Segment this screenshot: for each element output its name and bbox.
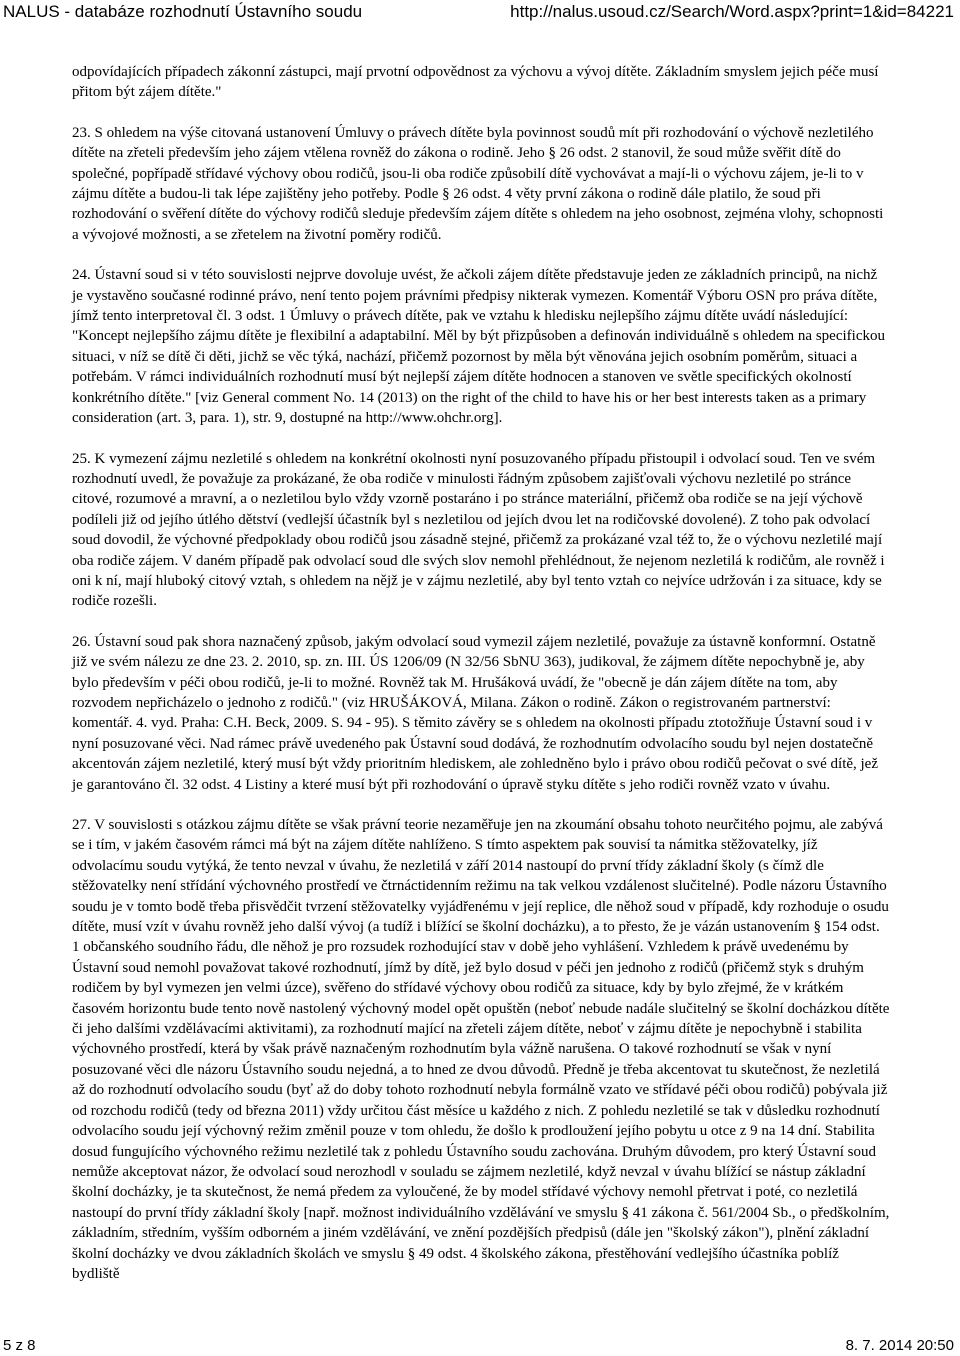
page-url: http://nalus.usoud.cz/Search/Word.aspx?print=1&id=84221 [510,2,954,21]
paragraph-24: 24. Ústavní soud si v této souvislosti nejprve dovoluje uvést, že ačkoli zájem dítěte představuje jeden ze základních principů, na nichž je vystavěno současné rodinné právo, není tento pojem právními předpisy nikterak vymezen. Komentář Výboru OSN pro práva dítěte, jímž tento interpretoval čl. 3 odst. 1 Úmluvy o právech dítěte, pak ve vztahu k hledisku nejlepšího zájmu dítěte uvádí následující: "Koncept nejlepšího zájmu dítěte je flexibilní a adaptabilní. Měl by být přizpůsoben a definován individuálně s ohledem na specifickou situaci, v níž se dítě či děti, jichž se věc týká, nachází, přičemž pozornost by měla být věnována jejich osobním poměrům, situaci a potřebám. V rámci individuálních rozhodnutí musí být nejlepší zájem dítěte hodnocen a stanoven ve světle specifických okolností konkrétního dítěte." [viz General comment No. 14 (2013) on the right of the child to have his or her best interests taken as a primary consideration (art. 3, para. 1), str. 9, dostupné na http://www.ohchr.org]. [72,267,885,427]
print-header [0,0,960,26]
paragraph-27: 27. V souvislosti s otázkou zájmu dítěte se však právní teorie nezaměřuje jen na zkoumání obsahu tohoto neurčitého pojmu, ale zabývá se i tím, v jakém časovém rámci má být na zájem dítěte nahlíženo. S tímto aspektem pak souvisí ta námitka stěžovatelky, jíž odvolacímu soudu vytýká, že tento nevzal v úvahu, že nezletilá v září 2014 nastoupí do první třídy základní školy (s čímž dle stěžovatelky není střídání výchovného prostředí ve čtrnáctidenním režimu na tak velkou vzdálenost slučitelné). Podle názoru Ústavního soudu je v tomto bodě třeba přisvědčit tvrzení stěžovatelky vyjádřenému v její replice, dle něhož soud v případě, kdy rozhoduje o osudu dítěte, musí vzít v úvahu rovněž jeho další vývoj (a tudíž i blížící se školní docházku), a to přesto, že je vázán ustanovením § 154 odst. 1 občanského soudního řádu, dle něhož je pro rozsudek rozhodující stav v době jeho vyhlášení. Vzhledem k právě uvedenému by Ústavní soud nemohl považovat takové rozhodnutí, jímž by dítě, jež bylo dosud v péči jen jednoho z rodičů (přičemž styk s druhým rodičem by byl vymezen jen velmi úzce), svěřeno do střídavé výchovy obou rodičů za situace, kdy by bylo zřejmé, že v krátkém časovém horizontu bude tento nově nastolený výchovný model opět opuštěn (neboť nebude nadále slučitelný se školní docházkou dítěte či jeho dalšími vzdělávacími aktivitami), za rozhodnutí mající na zřeteli zájem dítěte, neboť v zájmu dítěte je nepochybně i stabilita výchovného prostředí, která by však právě naznačeným rozhodnutím byla vážně narušena. O takové rozhodnutí se však v nyní posuzované věci dle názoru Ústavního soudu nejedná, a to hned ze dvou důvodů. Předně je třeba akcentovat tu skutečnost, že nezletilá až do rozhodnutí odvolacího soudu (byť až do doby tohoto rozhodnutí nebyla formálně vzato ve střídavé péči obou rodičů) pobývala již od rozchodu rodičů (tedy od března 2011) vždy určitou část měsíce u každého z nich. Z pohledu nezletilé se tak v důsledku rozhodnutí odvolacího soudu její výchovný režim změnil pouze v tom ohledu, že došlo k prodloužení jejího pobytu u otce z 9 na 14 dní. Stabilita dosud fungujícího výchovného režimu nezletilé tak z pohledu Ústavního soudu zachována. Druhým důvodem, pro který Ústavní soud nemůže akceptovat názor, že odvolací soud nerozhodl v souladu se zájmem nezletilé, když nevzal v úvahu blížící se nástup základní školní docházky, je ta skutečnost, že nemá předem za vyloučené, že by model střídavé výchovy nemohl přetrvat i poté, co nezletilá nastoupí do první třídy základní školy [např. možnost individuálního vzdělávání ve smyslu § 41 zákona č. 561/2004 Sb., o předškolním, základním, středním, vyšším odborném a jiném vzdělávání, ve znění pozdějších předpisů (dále jen "školský zákon"), plnění základní školní docházky ve dvou základních školách ve smyslu § 49 odst. 4 školského zákona, přestěhování vedlejšího účastníka poblíž bydliště [72,817,890,1282]
paragraph-26: 26. Ústavní soud pak shora naznačený způsob, jakým odvolací soud vymezil zájem nezletilé, považuje za ústavně konformní. Ostatně již ve svém nálezu ze dne 23. 2. 2010, sp. zn. III. ÚS 1206/09 (N 32/56 SbNU 363), judikoval, že zájmem dítěte nepochybně je, aby bylo především v péči obou rodičů, je-li to možné. Rovněž tak M. Hrušáková uvádí, že "obecně je dán zájem dítěte na tom, aby rozvodem nepřicházelo o jednoho z rodičů." (viz HRUŠÁKOVÁ, Milana. Zákon o rodině. Zákon o registrovaném partnerství: komentář. 4. vyd. Praha: C.H. Beck, 2009. S. 94 - 95). S těmito závěry se s ohledem na okolnosti případu ztotožňuje Ústavní soud i v nyní posuzované věci. Nad rámec právě uvedeného pak Ústavní soud dodává, že rozhodnutím odvolacího soudu byl nejen dostatečně akcentován zájem nezletilé, který musí být vždy prioritním hlediskem, ale zohledněno bylo i právo obou rodičů pečovat o své dítě, jež je garantováno čl. 32 odst. 4 Listiny a které musí být při rozhodování o úpravě styku dítěte s jeho rodiči rovněž vzato v úvahu. [72,633,879,793]
print-footer [0,1332,960,1356]
paragraph-continuation: odpovídajících případech zákonní zástupci, mají prvotní odpovědnost za výchovu a vývoj dítěte. Základním smyslem jejich péče musí přitom být zájem dítěte." [72,64,879,101]
paragraph-25: 25. K vymezení zájmu nezletilé s ohledem na konkrétní okolnosti nyní posuzovaného případu přistoupil i odvolací soud. Ten ve svém rozhodnutí uvedl, že považuje za prokázané, že oba rodiče v minulosti řádným způsobem zajišťovali výchovu nezletilé po stránce citové, rozumové a mravní, a o nezletilou bylo vždy vzorně postaráno i po stránce materiální, přičemž oba rodiče se na její výchově podíleli již od jejího útlého dětství (vedlejší účastník byl s nezletilou od jejích dvou let na rodičovské dovolené). Z toho pak odvolací soud dovodil, že výchovné předpoklady obou rodičů jsou zásadně stejné, přičemž za prokázané vzal též to, že o výchovu nezletilé mají oba rodiče zájem. V daném případě pak odvolací soud dle svých slov nemohl přehlédnout, že nejenom nezletilá k rodičům, ale rovněž i oni k ní, mají hluboký citový vztah, s ohledem na nějž je v zájmu nezletilé, aby byl tento vztah co nejvíce udržován i za situace, kdy se rodiče rozešli. [72,450,885,610]
site-title: NALUS - databáze rozhodnutí Ústavního soudu [3,2,363,21]
paragraph-23: 23. S ohledem na výše citovaná ustanovení Úmluvy o právech dítěte byla povinnost soudů mít při rozhodování o výchově nezletilého dítěte na zřeteli především jeho zájem vtělena rovněž do zákona o rodině. Jeho § 26 odst. 2 stanovil, že soud může svěřit dítě do společné, popřípadě střídavé výchovy obou rodičů, jsou-li oba rodiče způsobilí dítě vychovávat a mají-li o výchovu zájem, je-li to v zájmu dítěte a budou-li tak lépe zajištěny jeho potřeby. Podle § 26 odst. 4 věty první zákona o rodině dále platilo, že soud při rozhodování o svěření dítěte do výchovy rodičů sleduje především zájem dítěte s ohledem na jeho osobnost, zejména vlohy, schopnosti a vývojové možnosti, a se zřetelem na životní poměry rodičů. [72,124,884,243]
document-body [72,62,890,1304]
page-number: 5 z 8 [3,1337,36,1354]
print-date: 8. 7. 2014 20:50 [845,1337,954,1354]
